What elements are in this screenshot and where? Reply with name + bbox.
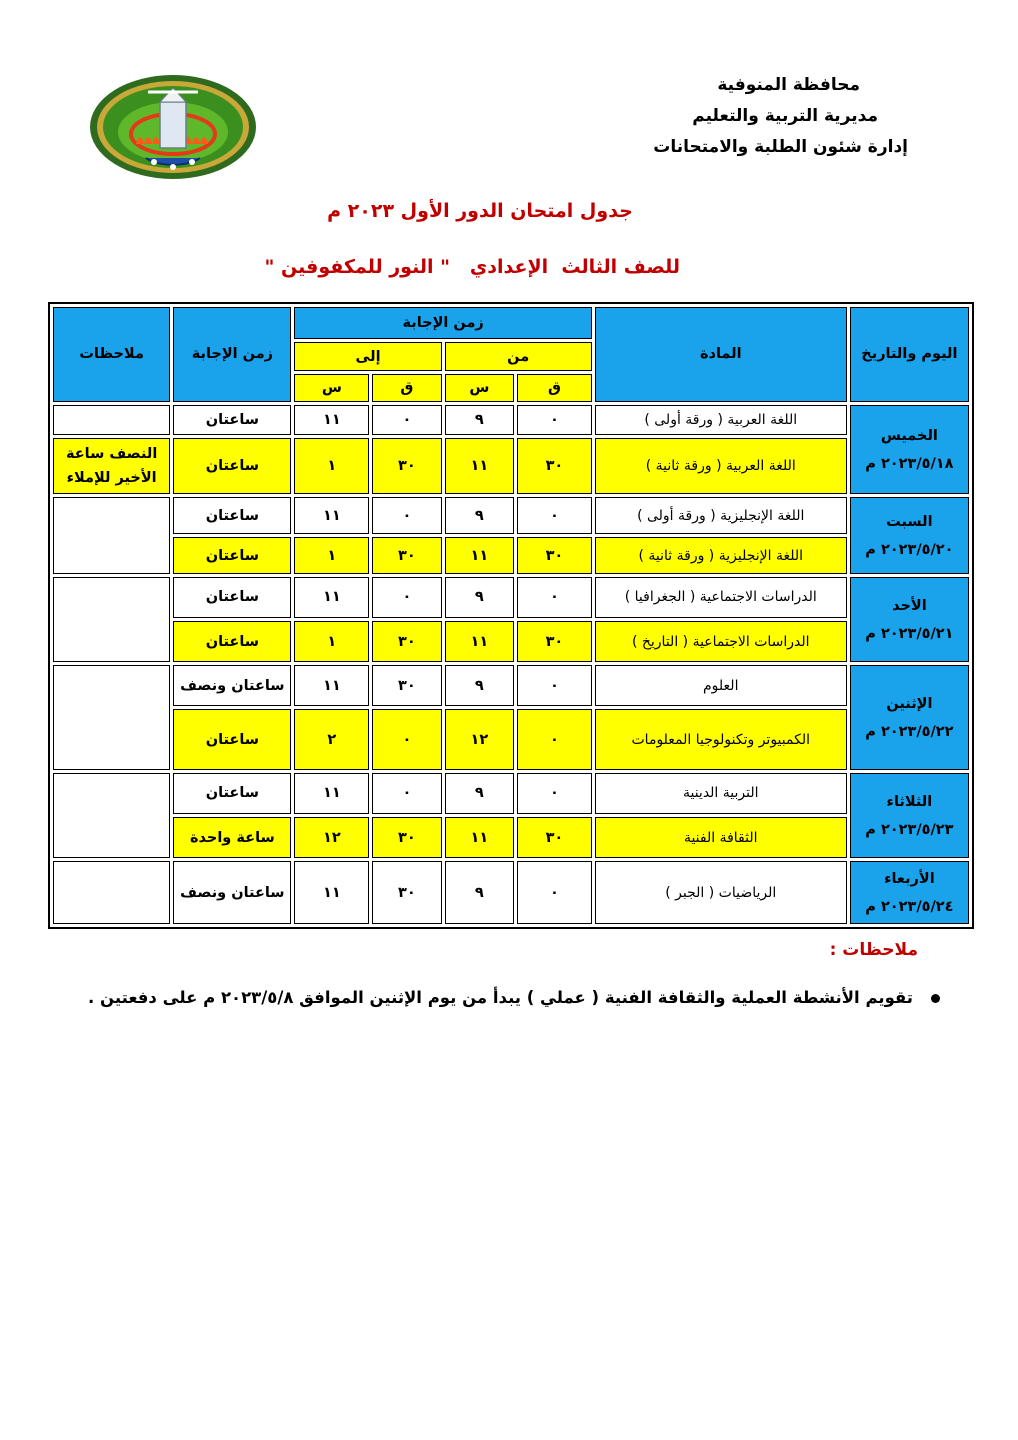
- day-name: الإثنين: [886, 695, 933, 712]
- subject-cell: الدراسات الاجتماعية ( الجغرافيا ): [595, 577, 847, 618]
- to-minute-cell: ٠: [372, 709, 441, 770]
- header-answer-time-group: زمن الإجابة: [294, 307, 591, 339]
- governorate-name: محافظة المنوفية: [717, 75, 860, 95]
- subject-cell: الرياضيات ( الجبر ): [595, 861, 847, 924]
- subject-cell: الدراسات الاجتماعية ( التاريخ ): [595, 621, 847, 662]
- to-minute-cell: ٠: [372, 497, 441, 534]
- from-minute-cell: ٣٠: [517, 817, 592, 858]
- to-hour-cell: ١٢: [294, 817, 369, 858]
- grade-subtitle: للصف الثالث الإعدادي " النور للمكفوفين ": [264, 256, 680, 278]
- notes-cell: [53, 773, 170, 858]
- subject-cell: اللغة العربية ( ورقة أولى ): [595, 405, 847, 435]
- to-hour-cell: ١١: [294, 497, 369, 534]
- to-hour-cell: ١١: [294, 577, 369, 618]
- from-hour-cell: ٩: [445, 773, 514, 814]
- to-minute-cell: ٣٠: [372, 438, 441, 494]
- issuer-header: [608, 70, 908, 163]
- to-hour-cell: ١: [294, 621, 369, 662]
- duration-cell: ساعتان: [173, 497, 291, 534]
- subject-cell: اللغة الإنجليزية ( ورقة ثانية ): [595, 537, 847, 574]
- note-text: تقويم الأنشطة العملية والثقافة الفنية ( عملي ) يبدأ من يوم الإثنين الموافق ٢٠٢٣/٥/٨ م على دفعتين .: [87, 988, 913, 1007]
- to-hour-cell: ٢: [294, 709, 369, 770]
- from-hour-cell: ٩: [445, 665, 514, 706]
- to-minute-cell: ٣٠: [372, 817, 441, 858]
- bullet-icon: [931, 994, 940, 1003]
- to-hour-cell: ١١: [294, 665, 369, 706]
- to-minute-cell: ٣٠: [372, 621, 441, 662]
- day-name: الثلاثاء: [886, 793, 933, 810]
- day-cell: [850, 665, 969, 770]
- to-hour-cell: ١: [294, 537, 369, 574]
- duration-cell: ساعتان: [173, 438, 291, 494]
- subject-cell: الكمبيوتر وتكنولوجيا المعلومات: [595, 709, 847, 770]
- from-hour-cell: ١١: [445, 817, 514, 858]
- from-hour-cell: ٩: [445, 861, 514, 924]
- directorate-logo: [88, 72, 258, 182]
- from-hour-cell: ١٢: [445, 709, 514, 770]
- duration-cell: ساعتان: [173, 577, 291, 618]
- to-minute-cell: ٠: [372, 577, 441, 618]
- header-from-minute: ق: [517, 374, 592, 402]
- from-hour-cell: ٩: [445, 577, 514, 618]
- from-minute-cell: ٠: [517, 773, 592, 814]
- from-minute-cell: ٠: [517, 709, 592, 770]
- exam-schedule-table: [48, 302, 974, 929]
- to-hour-cell: ١: [294, 438, 369, 494]
- exam-schedule-title: جدول امتحان الدور الأول ٢٠٢٣ م: [327, 200, 633, 222]
- notes-cell: [53, 405, 170, 435]
- notes-cell: [53, 861, 170, 924]
- note-item: [40, 988, 940, 1007]
- from-hour-cell: ٩: [445, 497, 514, 534]
- from-minute-cell: ٠: [517, 405, 592, 435]
- from-minute-cell: ٣٠: [517, 438, 592, 494]
- header-notes: ملاحظات: [53, 307, 170, 402]
- day-name: السبت: [886, 513, 933, 530]
- subject-cell: اللغة الإنجليزية ( ورقة أولى ): [595, 497, 847, 534]
- from-hour-cell: ٩: [445, 405, 514, 435]
- day-cell: [850, 773, 969, 858]
- notes-cell: [53, 577, 170, 662]
- directorate-name: مديرية التربية والتعليم: [692, 106, 878, 126]
- notes-title: ملاحظات :: [829, 940, 918, 960]
- to-hour-cell: ١١: [294, 773, 369, 814]
- duration-cell: ساعة واحدة: [173, 817, 291, 858]
- header-to-hour: س: [294, 374, 369, 402]
- duration-cell: ساعتان: [173, 709, 291, 770]
- from-minute-cell: ٠: [517, 861, 592, 924]
- day-name: الأحد: [892, 597, 927, 614]
- department-name: إدارة شئون الطلبة والامتحانات: [653, 137, 908, 157]
- from-hour-cell: ١١: [445, 438, 514, 494]
- to-minute-cell: ٠: [372, 773, 441, 814]
- notes-cell: [53, 665, 170, 770]
- to-minute-cell: ٣٠: [372, 861, 441, 924]
- day-cell: [850, 405, 969, 495]
- duration-cell: ساعتان: [173, 621, 291, 662]
- from-minute-cell: ٣٠: [517, 537, 592, 574]
- subject-cell: اللغة العربية ( ورقة ثانية ): [595, 438, 847, 494]
- subject-cell: الثقافة الفنية: [595, 817, 847, 858]
- day-date: ٢٠٢٣/٥/٢٣ م: [865, 821, 954, 838]
- header-subject: المادة: [595, 307, 847, 402]
- from-hour-cell: ١١: [445, 621, 514, 662]
- header-duration: زمن الإجابة: [173, 307, 291, 402]
- day-cell: [850, 861, 969, 924]
- day-name: الخميس: [880, 427, 938, 444]
- header-from: من: [445, 342, 592, 370]
- header-day-date: اليوم والتاريخ: [850, 307, 969, 402]
- duration-cell: ساعتان ونصف: [173, 861, 291, 924]
- header-to: إلى: [294, 342, 441, 370]
- notes-cell: النصف ساعة الأخير للإملاء: [53, 438, 170, 494]
- from-minute-cell: ٠: [517, 577, 592, 618]
- day-name: الأربعاء: [884, 870, 935, 887]
- duration-cell: ساعتان: [173, 537, 291, 574]
- day-date: ٢٠٢٣/٥/٢٢ م: [865, 723, 954, 740]
- from-minute-cell: ٣٠: [517, 621, 592, 662]
- to-minute-cell: ٣٠: [372, 537, 441, 574]
- day-cell: [850, 497, 969, 574]
- header-from-hour: س: [445, 374, 514, 402]
- from-minute-cell: ٠: [517, 665, 592, 706]
- day-date: ٢٠٢٣/٥/٢٤ م: [865, 898, 954, 915]
- duration-cell: ساعتان: [173, 773, 291, 814]
- notes-cell: [53, 497, 170, 574]
- to-minute-cell: ٣٠: [372, 665, 441, 706]
- day-date: ٢٠٢٣/٥/١٨ م: [865, 455, 954, 472]
- to-minute-cell: ٠: [372, 405, 441, 435]
- day-date: ٢٠٢٣/٥/٢٠ م: [865, 541, 954, 558]
- duration-cell: ساعتان ونصف: [173, 665, 291, 706]
- header-to-minute: ق: [372, 374, 441, 402]
- to-hour-cell: ١١: [294, 405, 369, 435]
- subject-cell: التربية الدينية: [595, 773, 847, 814]
- from-hour-cell: ١١: [445, 537, 514, 574]
- from-minute-cell: ٠: [517, 497, 592, 534]
- to-hour-cell: ١١: [294, 861, 369, 924]
- duration-cell: ساعتان: [173, 405, 291, 435]
- subject-cell: العلوم: [595, 665, 847, 706]
- day-date: ٢٠٢٣/٥/٢١ م: [865, 625, 954, 642]
- day-cell: [850, 577, 969, 662]
